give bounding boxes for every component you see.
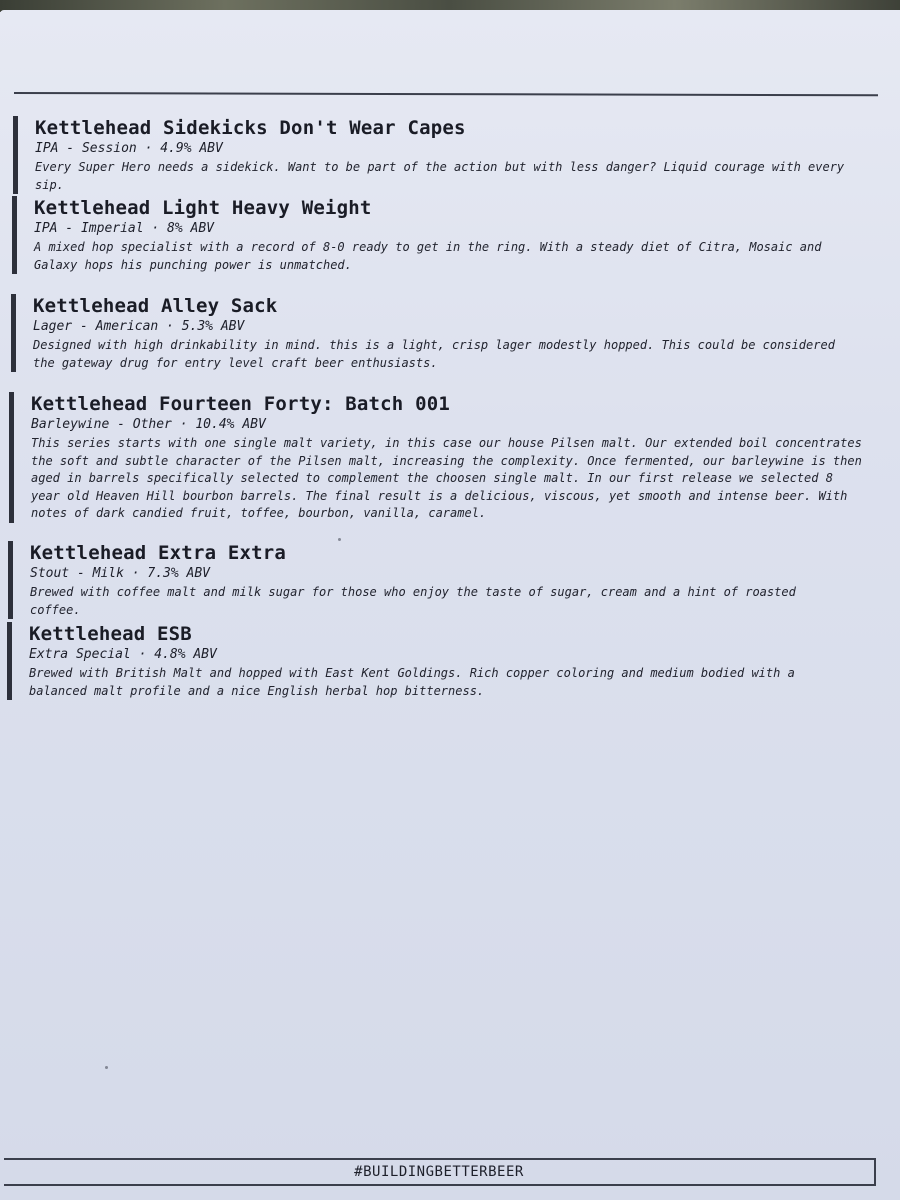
footer-hashtag: #BUILDINGBETTERBEER [354, 1164, 524, 1180]
paper-speck [338, 538, 341, 541]
menu-item [13, 116, 873, 194]
beer-name: Kettlehead Alley Sack [33, 295, 278, 317]
beer-style: Lager - American · 5.3% ABV [33, 319, 245, 334]
item-accent-bar [8, 541, 13, 619]
beer-style: Stout - Milk · 7.3% ABV [30, 566, 211, 581]
menu-item [11, 294, 861, 372]
paper-speck [105, 1066, 108, 1069]
beer-style: IPA - Imperial · 8% ABV [34, 221, 215, 236]
beer-style: Extra Special · 4.8% ABV [29, 647, 217, 662]
beer-style: Barleywine - Other · 10.4% ABV [31, 417, 266, 432]
footer-banner [4, 1158, 876, 1186]
menu-item [8, 541, 848, 619]
beer-description: This series starts with one single malt variety, in this case our house Pilsen malt. Our extended boil concentrates the soft and subtle character of the Pilsen malt, increasing the complexity. Once fermented, our barleywine is then aged in barrels specifically selected to complement the choosen single malt. In our first release we selected 8 year old Heaven Hill bourbon barrels. The final result is a delicious, viscous, yet smooth and intense beer. With notes of dark candied fruit, toffee, bourbon, vanilla, caramel. [31, 436, 862, 520]
beer-description: Brewed with British Malt and hopped with East Kent Goldings. Rich copper coloring and medium bodied with a balanced malt profile and a nice English herbal hop bitterness. [29, 666, 795, 698]
item-accent-bar [11, 294, 16, 372]
item-accent-bar [12, 196, 17, 274]
beer-description: Designed with high drinkability in mind. this is a light, crisp lager modestly hopped. This could be considered the gateway drug for entry level craft beer enthusiasts. [33, 338, 835, 370]
beer-description: Brewed with coffee malt and milk sugar for those who enjoy the taste of sugar, cream and a hint of roasted coffee. [30, 585, 796, 617]
item-accent-bar [13, 116, 18, 194]
beer-name: Kettlehead Light Heavy Weight [34, 197, 372, 219]
menu-item [9, 392, 865, 523]
beer-name: Kettlehead Extra Extra [30, 542, 287, 564]
item-accent-bar [7, 622, 12, 700]
beer-style: IPA - Session · 4.9% ABV [35, 141, 223, 156]
beer-name: Kettlehead Sidekicks Don't Wear Capes [35, 117, 466, 139]
beer-name: Kettlehead ESB [29, 623, 192, 645]
menu-item [7, 622, 817, 700]
menu-item [12, 196, 854, 274]
beer-description: A mixed hop specialist with a record of 8-0 ready to get in the ring. With a steady diet of Citra, Mosaic and Galaxy hops his punching power is unmatched. [34, 240, 822, 272]
beer-name: Kettlehead Fourteen Forty: Batch 001 [31, 393, 451, 415]
beer-description: Every Super Hero needs a sidekick. Want to be part of the action but with less danger? Liquid courage with every sip. [35, 160, 845, 192]
item-accent-bar [9, 392, 14, 523]
